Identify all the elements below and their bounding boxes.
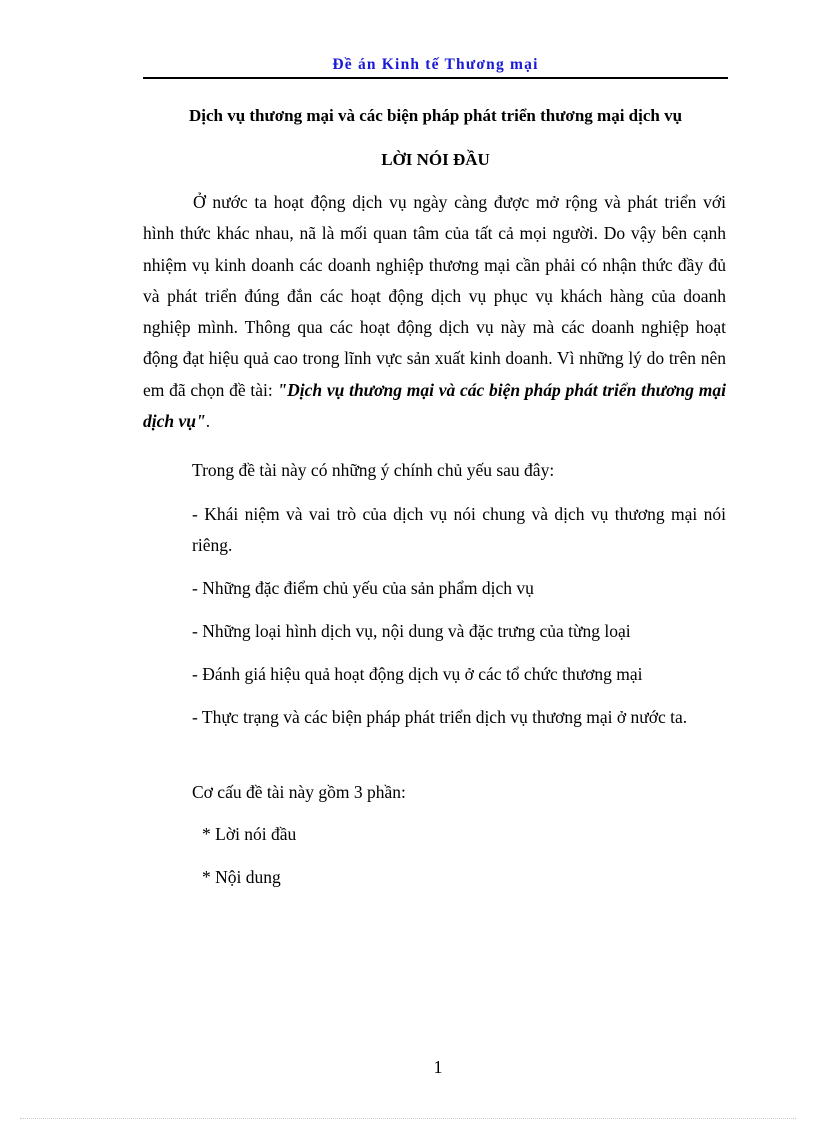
main-point-item: - Những loại hình dịch vụ, nội dung và đặc trưng của từng loại — [192, 621, 631, 641]
structure-item: * Lời nói đầu — [202, 824, 297, 844]
intro-text: Ở nước ta hoạt động dịch vụ ngày càng được mở rộng và phát triển với hình thức khác nhau, nã là mối quan tâm của tất cả mọi người. Do vậy bên cạnh nhiệm vụ kinh doanh các doanh nghiệp thương mại cần phải có nhận thức đầy đủ và phát triển đúng đắn các hoạt động dịch vụ phục vụ khách hàng của doanh nghiệp mình. Thông qua các hoạt động dịch vụ này mà các doanh nghiệp hoạt động đạt hiệu quả cao trong lĩnh vực sản xuất kinh doanh. Vì những lý do trên nên em đã chọn đề tài: — [143, 192, 726, 400]
document-title: Dịch vụ thương mại và các biện pháp phát triển thương mại dịch vụ — [188, 106, 683, 125]
intro-ending: . — [205, 411, 211, 432]
page-number: 1 — [433, 1057, 443, 1077]
intro-topic-emphasis: "Dịch vụ thương mại và các biện pháp phát triển thương mại dịch vụ" — [143, 379, 726, 432]
intro-paragraph — [143, 187, 726, 437]
section-heading: LỜI NÓI ĐẦU — [381, 150, 490, 169]
header-divider — [143, 77, 728, 79]
main-point-item: - Đánh giá hiệu quả hoạt động dịch vụ ở các tổ chức thương mại — [192, 664, 643, 684]
page-bottom-edge — [20, 1118, 796, 1119]
main-point-item: - Những đặc điểm chủ yếu của sản phẩm dịch vụ — [192, 578, 534, 598]
main-point-item: - Thực trạng và các biện pháp phát triển dịch vụ thương mại ở nước ta. — [192, 707, 688, 727]
structure-intro: Cơ cấu đề tài này gồm 3 phần: — [192, 782, 406, 802]
main-points-intro: Trong đề tài này có những ý chính chủ yếu sau đây: — [192, 460, 555, 480]
running-header: Đề án Kinh tế Thương mại — [332, 56, 539, 73]
structure-item: * Nội dung — [202, 867, 281, 887]
main-point-item: - Khái niệm và vai trò của dịch vụ nói chung và dịch vụ thương mại nói riêng. — [192, 504, 726, 556]
